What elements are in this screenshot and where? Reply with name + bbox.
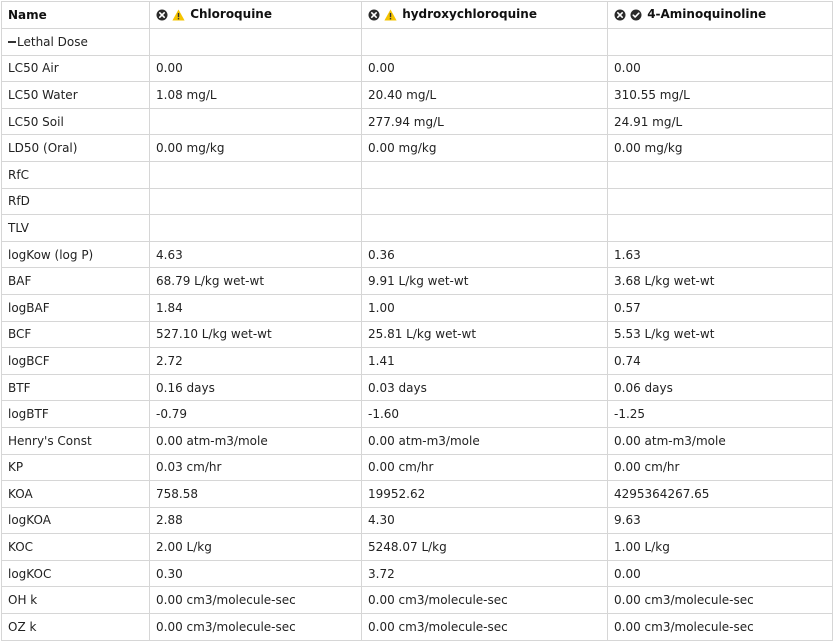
table-cell: 0.00 cm3/molecule-sec xyxy=(362,614,608,641)
table-cell xyxy=(150,108,362,135)
table-cell xyxy=(608,161,833,188)
row-label: BTF xyxy=(2,374,150,401)
table-row xyxy=(2,268,833,295)
table-cell: 0.00 atm-m3/mole xyxy=(150,427,362,454)
table-cell: 0.00 cm3/molecule-sec xyxy=(150,587,362,614)
row-label: RfD xyxy=(2,188,150,215)
table-row xyxy=(2,188,833,215)
group-toggle-lethal-dose[interactable] xyxy=(2,29,150,56)
table-cell: 9.91 L/kg wet-wt xyxy=(362,268,608,295)
row-label: logKOA xyxy=(2,507,150,534)
table-cell: 0.30 xyxy=(150,560,362,587)
table-row xyxy=(2,241,833,268)
table-cell: 4.63 xyxy=(150,241,362,268)
table-cell: 0.00 cm3/molecule-sec xyxy=(150,614,362,641)
table-cell: 0.06 days xyxy=(608,374,833,401)
table-cell: 2.72 xyxy=(150,348,362,375)
row-label: TLV xyxy=(2,215,150,242)
table-cell: -1.25 xyxy=(608,401,833,428)
table-cell: 527.10 L/kg wet-wt xyxy=(150,321,362,348)
warning-triangle-icon[interactable] xyxy=(172,9,185,21)
row-label: logKow (log P) xyxy=(2,241,150,268)
table-row xyxy=(2,401,833,428)
table-cell xyxy=(150,215,362,242)
table-cell xyxy=(362,188,608,215)
table-cell: 5248.07 L/kg xyxy=(362,534,608,561)
column-label-hydroxychloroquine: hydroxychloroquine xyxy=(402,7,537,21)
table-cell: 3.72 xyxy=(362,560,608,587)
table-cell: 68.79 L/kg wet-wt xyxy=(150,268,362,295)
table-cell: 0.00 cm3/molecule-sec xyxy=(608,587,833,614)
table-cell: 0.00 xyxy=(608,55,833,82)
table-cell: 0.03 cm/hr xyxy=(150,454,362,481)
properties-table xyxy=(1,1,833,641)
table-cell: -1.60 xyxy=(362,401,608,428)
table-cell: 20.40 mg/L xyxy=(362,82,608,109)
table-cell: -0.79 xyxy=(150,401,362,428)
table-cell xyxy=(150,188,362,215)
table-cell xyxy=(150,161,362,188)
column-header-chloroquine[interactable] xyxy=(150,2,362,29)
table-row xyxy=(2,215,833,242)
row-label: logBTF xyxy=(2,401,150,428)
table-cell: 4.30 xyxy=(362,507,608,534)
row-label: logBCF xyxy=(2,348,150,375)
table-cell xyxy=(150,29,362,56)
row-label: OZ k xyxy=(2,614,150,641)
table-cell: 0.00 mg/kg xyxy=(608,135,833,162)
table-cell: 1.63 xyxy=(608,241,833,268)
row-label: LC50 Air xyxy=(2,55,150,82)
table-cell: 0.03 days xyxy=(362,374,608,401)
table-cell: 9.63 xyxy=(608,507,833,534)
table-cell: 0.00 mg/kg xyxy=(362,135,608,162)
table-cell: 3.68 L/kg wet-wt xyxy=(608,268,833,295)
table-cell: 1.00 xyxy=(362,294,608,321)
row-label: KOA xyxy=(2,481,150,508)
row-label: BCF xyxy=(2,321,150,348)
table-cell: 1.08 mg/L xyxy=(150,82,362,109)
column-header-4-aminoquinoline[interactable] xyxy=(608,2,833,29)
table-row xyxy=(2,374,833,401)
table-row xyxy=(2,587,833,614)
column-label-4-aminoquinoline: 4-Aminoquinoline xyxy=(647,7,767,21)
row-label: LC50 Soil xyxy=(2,108,150,135)
table-cell: 2.00 L/kg xyxy=(150,534,362,561)
row-label: BAF xyxy=(2,268,150,295)
table-cell xyxy=(608,188,833,215)
table-row xyxy=(2,614,833,641)
table-row xyxy=(2,161,833,188)
error-x-icon[interactable] xyxy=(614,9,626,21)
table-cell: 19952.62 xyxy=(362,481,608,508)
table-cell: 310.55 mg/L xyxy=(608,82,833,109)
check-circle-icon[interactable] xyxy=(630,9,642,21)
error-x-icon[interactable] xyxy=(156,9,168,21)
table-cell: 1.00 L/kg xyxy=(608,534,833,561)
row-label: OH k xyxy=(2,587,150,614)
table-cell xyxy=(362,215,608,242)
table-cell: 25.81 L/kg wet-wt xyxy=(362,321,608,348)
column-label-chloroquine: Chloroquine xyxy=(190,7,272,21)
warning-triangle-icon[interactable] xyxy=(384,9,397,21)
table-cell: 1.41 xyxy=(362,348,608,375)
group-label: Lethal Dose xyxy=(17,34,88,49)
table-cell xyxy=(608,215,833,242)
table-row xyxy=(2,82,833,109)
table-cell: 758.58 xyxy=(150,481,362,508)
collapse-minus-icon[interactable] xyxy=(8,41,16,43)
table-cell: 0.00 atm-m3/mole xyxy=(608,427,833,454)
table-row xyxy=(2,507,833,534)
table-cell xyxy=(362,29,608,56)
table-cell: 1.84 xyxy=(150,294,362,321)
row-label: Henry's Const xyxy=(2,427,150,454)
table-cell: 0.00 atm-m3/mole xyxy=(362,427,608,454)
row-label: KOC xyxy=(2,534,150,561)
table-row xyxy=(2,348,833,375)
table-row xyxy=(2,294,833,321)
table-cell: 0.00 cm/hr xyxy=(608,454,833,481)
table-cell: 2.88 xyxy=(150,507,362,534)
table-row xyxy=(2,481,833,508)
group-row-lethal-dose xyxy=(2,29,833,56)
table-row xyxy=(2,534,833,561)
table-cell: 0.16 days xyxy=(150,374,362,401)
row-label: logKOC xyxy=(2,560,150,587)
table-row xyxy=(2,108,833,135)
row-label: logBAF xyxy=(2,294,150,321)
table-row xyxy=(2,55,833,82)
header-row xyxy=(2,2,833,29)
table-cell: 0.00 cm3/molecule-sec xyxy=(362,587,608,614)
table-row xyxy=(2,454,833,481)
row-label: KP xyxy=(2,454,150,481)
table-cell: 4295364267.65 xyxy=(608,481,833,508)
row-label: LD50 (Oral) xyxy=(2,135,150,162)
table-row xyxy=(2,135,833,162)
error-x-icon[interactable] xyxy=(368,9,380,21)
table-row xyxy=(2,321,833,348)
table-cell: 0.00 cm/hr xyxy=(362,454,608,481)
name-column-header[interactable]: Name xyxy=(2,2,150,29)
row-label: LC50 Water xyxy=(2,82,150,109)
table-cell: 0.57 xyxy=(608,294,833,321)
table-cell: 0.00 xyxy=(362,55,608,82)
table-cell: 0.00 mg/kg xyxy=(150,135,362,162)
table-cell xyxy=(608,29,833,56)
column-header-hydroxychloroquine[interactable] xyxy=(362,2,608,29)
table-cell: 5.53 L/kg wet-wt xyxy=(608,321,833,348)
table-cell: 0.00 xyxy=(608,560,833,587)
table-cell xyxy=(362,161,608,188)
table-cell: 277.94 mg/L xyxy=(362,108,608,135)
table-cell: 0.00 cm3/molecule-sec xyxy=(608,614,833,641)
row-label: RfC xyxy=(2,161,150,188)
table-cell: 0.00 xyxy=(150,55,362,82)
table-cell: 24.91 mg/L xyxy=(608,108,833,135)
table-row xyxy=(2,560,833,587)
table-cell: 0.74 xyxy=(608,348,833,375)
table-row xyxy=(2,427,833,454)
table-cell: 0.36 xyxy=(362,241,608,268)
